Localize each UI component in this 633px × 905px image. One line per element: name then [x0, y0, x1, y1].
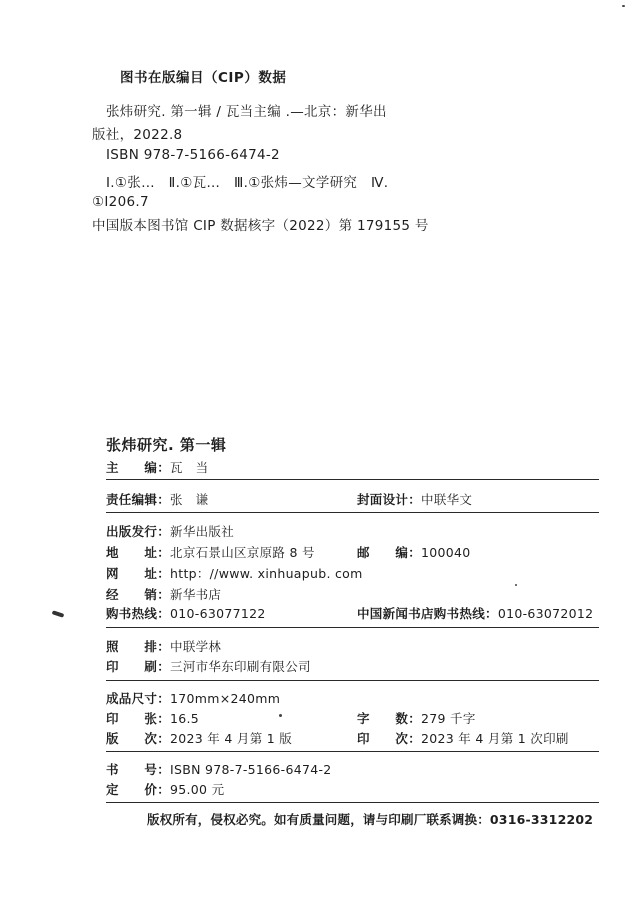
isbn-value: ISBN 978-7-5166-6474-2 — [170, 762, 332, 777]
divider — [106, 751, 599, 752]
impression-label: 印 次： — [357, 731, 422, 746]
cover-design-label: 封面设计： — [357, 492, 422, 507]
typesetting-label: 照 排： — [106, 639, 171, 654]
distributor-value: 新华书店 — [170, 587, 222, 602]
divider — [106, 479, 599, 480]
size-label: 成品尺寸： — [106, 691, 171, 706]
divider — [106, 627, 599, 628]
hotline-value: 010-63077122 — [170, 606, 266, 621]
news-hotline-label: 中国新闻书店购书热线： — [357, 606, 498, 621]
price-label: 定 价： — [106, 782, 171, 797]
website-value: http：//www. xinhuapub. com — [170, 566, 363, 581]
words-row — [357, 709, 476, 727]
impression-row — [357, 729, 569, 747]
address-value: 北京石景山区京原路 8 号 — [170, 545, 315, 560]
resp-editor-value: 张 谦 — [170, 492, 209, 507]
cip-line-1: 张炜研究. 第一辑 / 瓦当主编 .—北京：新华出 — [106, 104, 387, 120]
editor-row — [106, 458, 208, 476]
editor-label: 主 编： — [106, 460, 171, 475]
distributor-label: 经 销： — [106, 587, 171, 602]
scan-dot — [279, 714, 282, 717]
website-label: 网 址： — [106, 566, 171, 581]
website-row — [106, 564, 363, 582]
edition-label: 版 次： — [106, 731, 171, 746]
divider — [106, 512, 599, 513]
hotline-label: 购书热线： — [106, 606, 171, 621]
distributor-row — [106, 585, 221, 603]
size-row — [106, 689, 280, 707]
cip-line-6: 中国版本图书馆 CIP 数据核字（2022）第 179155 号 — [92, 218, 429, 234]
divider — [106, 680, 599, 681]
cip-title: 图书在版编目（CIP）数据 — [120, 70, 287, 86]
isbn-row — [106, 760, 332, 778]
typesetting-value: 中联学林 — [170, 639, 222, 654]
scan-mark — [52, 610, 65, 618]
postcode-value: 100040 — [421, 545, 471, 560]
publisher-label: 出版发行： — [106, 524, 171, 539]
cover-design-row — [357, 490, 472, 508]
sheets-row — [106, 709, 199, 727]
cip-line-3: ISBN 978-7-5166-6474-2 — [106, 147, 280, 163]
publisher-value: 新华出版社 — [170, 524, 235, 539]
divider — [106, 802, 599, 803]
impression-value: 2023 年 4 月第 1 次印刷 — [421, 731, 569, 746]
copyright-notice: 版权所有，侵权必究。如有质量问题，请与印刷厂联系调换：0316-3312202 — [147, 812, 594, 827]
scan-dot — [622, 5, 625, 7]
book-title: 张炜研究. 第一辑 — [106, 436, 227, 454]
printing-row — [106, 657, 311, 675]
cip-line-2: 版社，2022.8 — [92, 127, 183, 143]
sheets-value: 16.5 — [170, 711, 200, 726]
cip-line-4: Ⅰ.①张… Ⅱ.①瓦… Ⅲ.①张炜—文学研究 Ⅳ. — [106, 175, 389, 191]
scan-dot — [515, 584, 517, 586]
resp-editor-row — [106, 490, 208, 508]
printing-label: 印 刷： — [106, 659, 171, 674]
postcode-row — [357, 543, 471, 561]
isbn-label: 书 号： — [106, 762, 171, 777]
address-label: 地 址： — [106, 545, 171, 560]
news-hotline-value: 010-63072012 — [497, 606, 594, 621]
address-row — [106, 543, 315, 561]
news-hotline-row — [357, 604, 593, 622]
editor-value: 瓦 当 — [170, 460, 209, 475]
price-value: 95.00 元 — [170, 782, 225, 797]
publisher-row — [106, 522, 234, 540]
words-value: 279 千字 — [421, 711, 476, 726]
cover-design-value: 中联华文 — [421, 492, 473, 507]
edition-value: 2023 年 4 月第 1 版 — [170, 731, 293, 746]
hotline-row — [106, 604, 266, 622]
postcode-label: 邮 编： — [357, 545, 422, 560]
size-value: 170mm×240mm — [170, 691, 281, 706]
printing-value: 三河市华东印刷有限公司 — [170, 659, 311, 674]
words-label: 字 数： — [357, 711, 422, 726]
typesetting-row — [106, 637, 221, 655]
edition-row — [106, 729, 292, 747]
price-row — [106, 780, 224, 798]
cip-line-5: ①I206.7 — [92, 194, 149, 210]
sheets-label: 印 张： — [106, 711, 171, 726]
resp-editor-label: 责任编辑： — [106, 492, 171, 507]
